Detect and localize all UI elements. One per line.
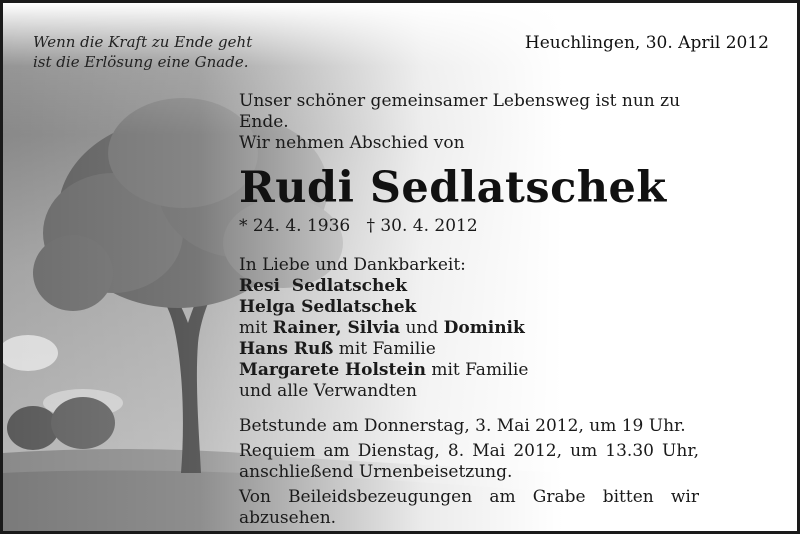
mourner-line — [239, 318, 699, 339]
mourner-line — [239, 360, 699, 381]
notice-body — [239, 91, 699, 533]
mourner-name: Helga Sedlatschek — [239, 297, 417, 317]
mourner-line — [239, 276, 699, 297]
deceased-name: Rudi Sedlatschek — [239, 163, 667, 213]
life-dates: * 24. 4. 1936 † 30. 4. 2012 — [239, 216, 478, 236]
mourner-name: Resi Sedlatschek — [239, 276, 407, 296]
mourner-name: Hans Ruß — [239, 339, 334, 359]
mourner-name: Rainer, Silvia — [272, 318, 401, 338]
mourner-text: mit — [239, 318, 273, 338]
place-date: Heuchlingen, 30. April 2012 — [524, 33, 769, 53]
condolences-note: Von Beileidsbezeugungen am Grabe bitten wir abzusehen. — [239, 487, 699, 528]
mourner-line — [239, 297, 699, 318]
motto-line-1: Wenn die Kraft zu Ende geht — [33, 33, 253, 51]
prayer-service: Betstunde am Donnerstag, 3. Mai 2012, um 19 Uhr. — [239, 416, 686, 436]
mourner-text: mit Familie — [425, 360, 529, 380]
mourner-name: Margarete Holstein — [239, 360, 426, 380]
mourners-list — [239, 255, 699, 402]
motto-quote — [33, 32, 252, 72]
intro-line-2: Wir nehmen Abschied von — [239, 133, 465, 153]
motto-line-2: ist die Erlösung eine Gnade. — [33, 53, 249, 71]
requiem-service: Requiem am Dienstag, 8. Mai 2012, um 13.30 Uhr, anschließend Urnenbeisetzung. — [239, 441, 699, 482]
mourner-line — [239, 339, 699, 360]
mourner-name: Dominik — [443, 318, 525, 338]
mourner-line: und alle Verwandten — [239, 381, 417, 401]
intro-line-1: Unser schöner gemeinsamer Lebensweg ist nun zu Ende. — [239, 91, 681, 132]
mourner-text: mit Familie — [333, 339, 436, 359]
mourners-heading: In Liebe und Dankbarkeit: — [239, 255, 466, 275]
service-info — [239, 416, 699, 529]
mourner-text: und — [400, 318, 444, 338]
